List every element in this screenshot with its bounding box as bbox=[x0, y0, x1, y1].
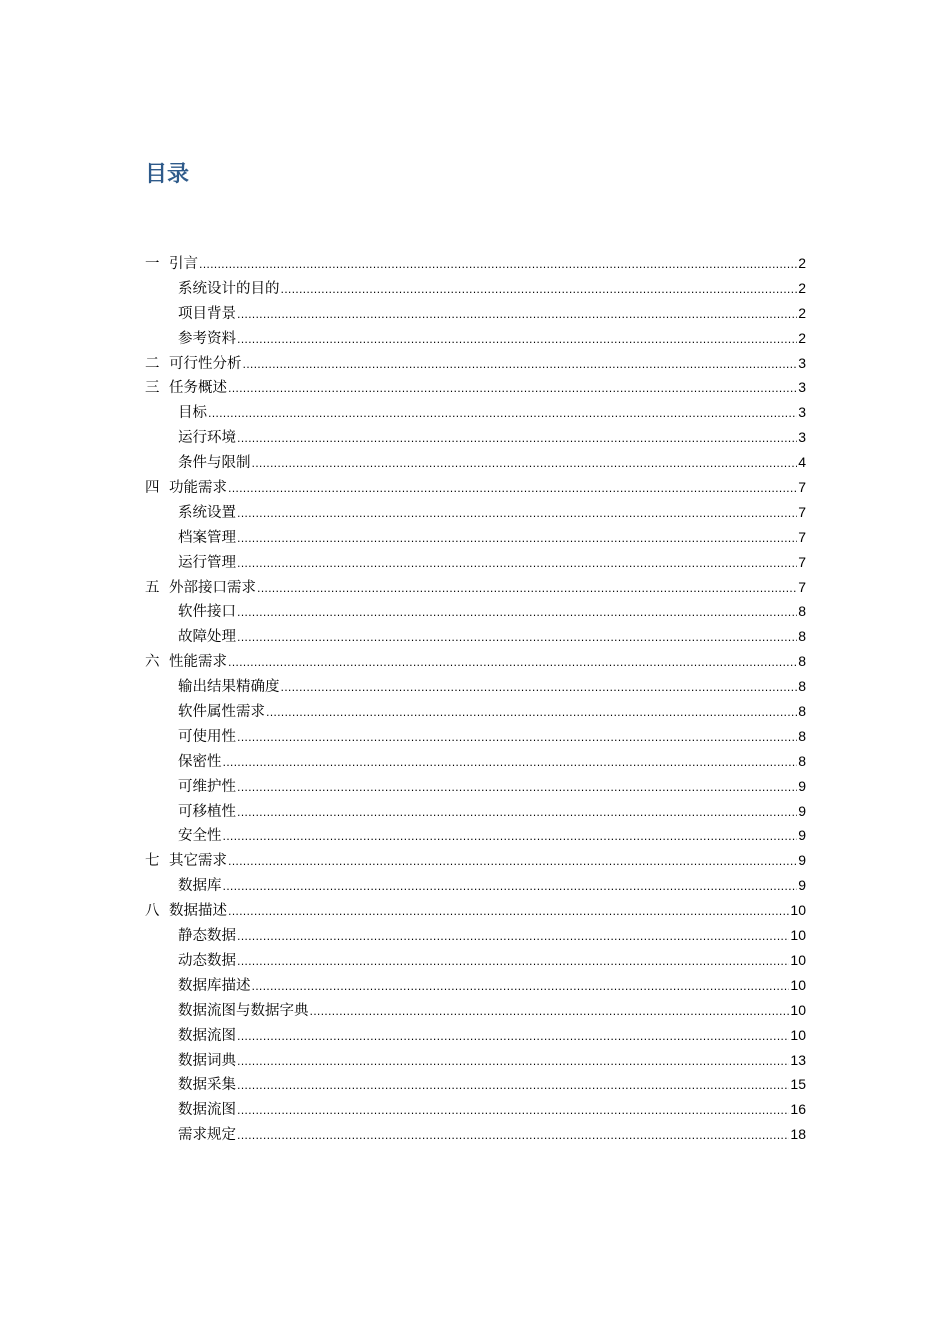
toc-entry-title: 静态数据 bbox=[178, 928, 236, 945]
toc-entry-page-number: 9 bbox=[798, 802, 806, 819]
toc-dot-leader bbox=[228, 377, 797, 402]
toc-entry-page-number: 8 bbox=[798, 752, 806, 769]
toc-entry-section[interactable] bbox=[145, 774, 806, 799]
toc-entry-title: 数据流图与数据字典 bbox=[178, 1002, 309, 1019]
toc-dot-leader bbox=[223, 751, 798, 776]
toc-entry-title: 外部接口需求 bbox=[169, 579, 256, 596]
toc-entry-title: 输出结果精确度 bbox=[178, 679, 280, 696]
toc-dot-leader bbox=[228, 900, 789, 925]
toc-entry-title: 系统设置 bbox=[178, 504, 236, 521]
toc-entry-section[interactable] bbox=[145, 1072, 806, 1097]
toc-entry-section[interactable] bbox=[145, 624, 806, 649]
toc-entry-number: 二 bbox=[145, 355, 160, 372]
toc-entry-title: 动态数据 bbox=[178, 952, 236, 969]
toc-dot-leader bbox=[237, 925, 789, 950]
toc-entry-title: 运行环境 bbox=[178, 430, 236, 447]
toc-entry-number: 三 bbox=[145, 380, 160, 397]
toc-entry-number: 七 bbox=[145, 853, 160, 870]
toc-entry-title: 数据流图 bbox=[178, 1102, 236, 1119]
toc-entry-title: 故障处理 bbox=[178, 629, 236, 646]
toc-entry-section[interactable] bbox=[145, 1023, 806, 1048]
toc-entry-section[interactable] bbox=[145, 699, 806, 724]
toc-entry-page-number: 9 bbox=[798, 827, 806, 844]
toc-entry-title: 系统设计的目的 bbox=[178, 280, 280, 297]
toc-dot-leader bbox=[237, 1025, 789, 1050]
toc-dot-leader bbox=[237, 527, 797, 552]
toc-entry-page-number: 15 bbox=[790, 1076, 806, 1093]
toc-entry-title: 数据库描述 bbox=[178, 977, 251, 994]
toc-dot-leader bbox=[237, 1050, 789, 1075]
toc-dot-leader bbox=[223, 825, 798, 850]
toc-entry-title: 可行性分析 bbox=[169, 355, 242, 372]
toc-entry-section[interactable] bbox=[145, 550, 806, 575]
toc-entry-chapter[interactable] bbox=[145, 475, 806, 500]
toc-entry-page-number: 2 bbox=[798, 279, 806, 296]
toc-entry-section[interactable] bbox=[145, 425, 806, 450]
toc-dot-leader bbox=[237, 502, 797, 527]
toc-entry-section[interactable] bbox=[145, 674, 806, 699]
toc-entry-title: 项目背景 bbox=[178, 305, 236, 322]
toc-entry-page-number: 10 bbox=[790, 951, 806, 968]
toc-dot-leader bbox=[281, 676, 798, 701]
toc-entry-number: 六 bbox=[145, 654, 160, 671]
toc-entry-title: 数据词典 bbox=[178, 1052, 236, 1069]
toc-entry-page-number: 10 bbox=[790, 1026, 806, 1043]
toc-dot-leader bbox=[199, 253, 797, 278]
toc-entry-title: 性能需求 bbox=[169, 654, 227, 671]
toc-dot-leader bbox=[237, 552, 797, 577]
toc-dot-leader bbox=[237, 303, 797, 328]
toc-entry-section[interactable] bbox=[145, 400, 806, 425]
toc-entry-page-number: 10 bbox=[790, 976, 806, 993]
table-of-contents bbox=[145, 251, 806, 1147]
toc-entry-page-number: 8 bbox=[798, 678, 806, 695]
toc-entry-section[interactable] bbox=[145, 799, 806, 824]
toc-dot-leader bbox=[228, 477, 797, 502]
toc-entry-title: 数据流图 bbox=[178, 1027, 236, 1044]
toc-entry-title: 参考资料 bbox=[178, 330, 236, 347]
toc-entry-page-number: 16 bbox=[790, 1101, 806, 1118]
toc-entry-title: 其它需求 bbox=[169, 853, 227, 870]
toc-entry-page-number: 8 bbox=[798, 603, 806, 620]
toc-entry-section[interactable] bbox=[145, 450, 806, 475]
toc-dot-leader bbox=[310, 1000, 790, 1025]
toc-entry-page-number: 4 bbox=[798, 454, 806, 471]
toc-dot-leader bbox=[252, 452, 798, 477]
toc-entry-page-number: 9 bbox=[798, 777, 806, 794]
toc-entry-chapter[interactable] bbox=[145, 898, 806, 923]
toc-dot-leader bbox=[237, 427, 797, 452]
toc-title: 目录 bbox=[145, 162, 190, 187]
toc-entry-chapter[interactable] bbox=[145, 351, 806, 376]
toc-entry-title: 数据采集 bbox=[178, 1077, 236, 1094]
toc-dot-leader bbox=[257, 577, 797, 602]
toc-entry-page-number: 18 bbox=[790, 1126, 806, 1143]
toc-entry-section[interactable] bbox=[145, 724, 806, 749]
toc-entry-title: 需求规定 bbox=[178, 1127, 236, 1144]
toc-dot-leader bbox=[237, 1124, 789, 1149]
toc-entry-section[interactable] bbox=[145, 301, 806, 326]
toc-entry-page-number: 3 bbox=[798, 429, 806, 446]
toc-entry-title: 运行管理 bbox=[178, 554, 236, 571]
toc-entry-title: 保密性 bbox=[178, 753, 222, 770]
toc-dot-leader bbox=[228, 651, 797, 676]
toc-dot-leader bbox=[237, 726, 797, 751]
toc-entry-page-number: 3 bbox=[798, 379, 806, 396]
toc-entry-section[interactable] bbox=[145, 998, 806, 1023]
toc-entry-section[interactable] bbox=[145, 749, 806, 774]
toc-entry-section[interactable] bbox=[145, 500, 806, 525]
toc-entry-title: 可维护性 bbox=[178, 778, 236, 795]
toc-dot-leader bbox=[243, 353, 798, 378]
toc-entry-page-number: 8 bbox=[798, 628, 806, 645]
toc-dot-leader bbox=[237, 801, 797, 826]
toc-entry-page-number: 7 bbox=[798, 553, 806, 570]
toc-entry-title: 可使用性 bbox=[178, 728, 236, 745]
toc-entry-section[interactable] bbox=[145, 599, 806, 624]
toc-entry-number: 八 bbox=[145, 903, 160, 920]
toc-entry-title: 安全性 bbox=[178, 828, 222, 845]
toc-entry-section[interactable] bbox=[145, 326, 806, 351]
toc-entry-chapter[interactable] bbox=[145, 575, 806, 600]
toc-dot-leader bbox=[252, 975, 790, 1000]
toc-entry-page-number: 13 bbox=[790, 1051, 806, 1068]
toc-entry-title: 功能需求 bbox=[169, 480, 227, 497]
toc-entry-page-number: 10 bbox=[790, 927, 806, 944]
toc-entry-title: 数据库 bbox=[178, 878, 222, 895]
toc-entry-section[interactable] bbox=[145, 873, 806, 898]
toc-dot-leader bbox=[237, 601, 797, 626]
toc-dot-leader bbox=[237, 626, 797, 651]
toc-entry-section[interactable] bbox=[145, 525, 806, 550]
toc-entry-title: 数据描述 bbox=[169, 903, 227, 920]
toc-entry-section[interactable] bbox=[145, 276, 806, 301]
toc-entry-title: 任务概述 bbox=[169, 380, 227, 397]
toc-entry-number: 四 bbox=[145, 480, 160, 497]
toc-entry-section[interactable] bbox=[145, 948, 806, 973]
toc-entry-title: 软件接口 bbox=[178, 604, 236, 621]
toc-entry-title: 档案管理 bbox=[178, 529, 236, 546]
toc-entry-page-number: 10 bbox=[790, 902, 806, 919]
toc-entry-chapter[interactable] bbox=[145, 251, 806, 276]
toc-dot-leader bbox=[237, 1099, 789, 1124]
toc-entry-page-number: 3 bbox=[798, 354, 806, 371]
toc-dot-leader bbox=[266, 701, 797, 726]
toc-entry-page-number: 7 bbox=[798, 479, 806, 496]
toc-entry-section[interactable] bbox=[145, 1048, 806, 1073]
toc-dot-leader bbox=[237, 328, 797, 353]
toc-entry-title: 目标 bbox=[178, 405, 207, 422]
toc-entry-title: 引言 bbox=[169, 256, 198, 272]
toc-entry-page-number: 8 bbox=[798, 703, 806, 720]
toc-entry-page-number: 7 bbox=[798, 503, 806, 520]
toc-dot-leader bbox=[228, 850, 797, 875]
toc-dot-leader bbox=[223, 875, 798, 900]
toc-entry-title: 可移植性 bbox=[178, 803, 236, 820]
toc-entry-page-number: 8 bbox=[798, 727, 806, 744]
toc-entry-number: 五 bbox=[145, 579, 160, 596]
toc-entry-page-number: 2 bbox=[798, 329, 806, 346]
toc-dot-leader bbox=[237, 1074, 789, 1099]
toc-entry-page-number: 3 bbox=[798, 404, 806, 421]
toc-entry-title: 软件属性需求 bbox=[178, 704, 265, 721]
toc-entry-page-number: 2 bbox=[798, 255, 806, 271]
toc-entry-chapter[interactable] bbox=[145, 848, 806, 873]
toc-entry-number: 一 bbox=[145, 256, 160, 272]
toc-dot-leader bbox=[281, 278, 798, 303]
toc-entry-page-number: 7 bbox=[798, 578, 806, 595]
toc-entry-page-number: 2 bbox=[798, 304, 806, 321]
toc-entry-page-number: 7 bbox=[798, 528, 806, 545]
toc-dot-leader bbox=[237, 950, 789, 975]
toc-entry-section[interactable] bbox=[145, 1122, 806, 1147]
toc-entry-title: 条件与限制 bbox=[178, 455, 251, 472]
toc-entry-section[interactable] bbox=[145, 1097, 806, 1122]
toc-entry-section[interactable] bbox=[145, 923, 806, 948]
toc-entry-chapter[interactable] bbox=[145, 649, 806, 674]
toc-dot-leader bbox=[237, 776, 797, 801]
toc-entry-section[interactable] bbox=[145, 973, 806, 998]
toc-entry-chapter[interactable] bbox=[145, 375, 806, 400]
toc-entry-page-number: 9 bbox=[798, 877, 806, 894]
toc-entry-page-number: 8 bbox=[798, 653, 806, 670]
toc-entry-page-number: 10 bbox=[790, 1001, 806, 1018]
toc-entry-section[interactable] bbox=[145, 823, 806, 848]
toc-dot-leader bbox=[208, 402, 797, 427]
toc-entry-page-number: 9 bbox=[798, 852, 806, 869]
